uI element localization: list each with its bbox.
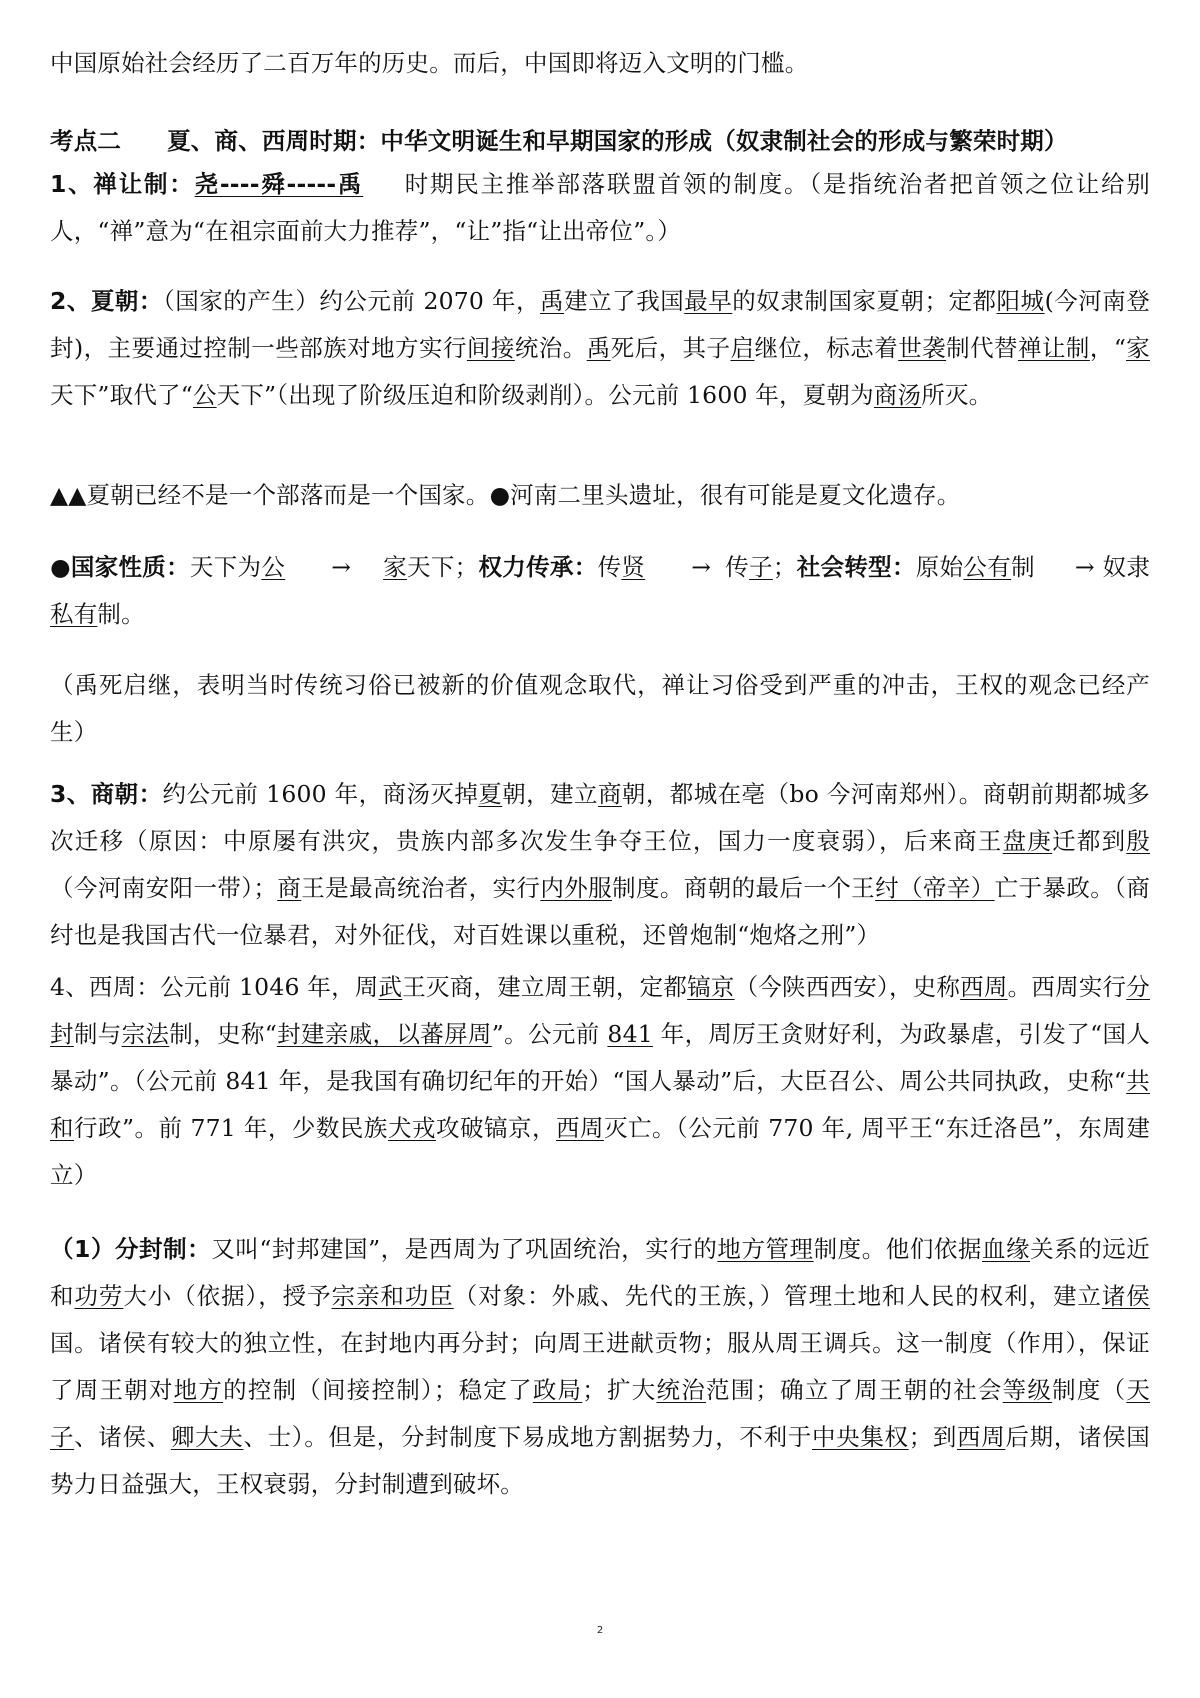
heading-title: 夏、商、西周时期：中华文明诞生和早期国家的形成（奴隶制社会的形成与繁荣时期） xyxy=(167,127,1068,155)
section-1-title: 禅让制： xyxy=(93,170,195,198)
section-4-title: 4、西周：公元前 1046 年，周 xyxy=(50,973,379,1001)
section-3-shang: 3、商朝：约公元前 1600 年，商汤灭掉夏朝，建立商朝，都城在亳（bo 今河南郑州）。商朝前期都城多次迁移（原因：中原屡有洪灾，贵族内部多次发生争夺王位，国力一度衰弱），后来商王盘庚迁都到殷（今河南安阳一带）；商王是最高统治者，实行内外服制度。商朝的最后一个王纣（帝辛）亡于暴政。（商纣也是我国古代一位暴君，对外征伐，对百姓课以重税，还曾炮制“炮烙之刑”） xyxy=(50,780,1151,949)
section-heading xyxy=(50,118,1150,165)
section-4-1-title: （1）分封制： xyxy=(50,1235,212,1263)
section-4-western-zhou: 4、西周：公元前 1046 年，周武王灭商，建立周王朝，定都镐京（今陕西西安），史称西周。西周实行分封制与宗法制，史称“封建亲戚，以蕃屏周”。公元前 841 年，周厉王贪财好利，为政暴虐，引发了“国人暴动”。（公元前 841 年，是我国有确切纪年的开始）“国人暴动”后，大臣召公、周公共同执政，史称“共和行政”。前 771 年，少数民族犬戎攻破镐京，西周灭亡。（公元前 770 年, 周平王“东迁洛邑”，东周建立） xyxy=(50,973,1151,1189)
heading-label: 考点二 xyxy=(50,127,122,155)
arrow-icon: → xyxy=(691,553,712,581)
section-4-1-fenfeng: （1）分封制：又叫“封邦建国”，是西周为了巩固统治，实行的地方管理制度。他们依据血缘关系的远近和功劳大小（依据），授予宗亲和功臣（对象：外戚、先代的王族，）管理土地和人民的权利，建立诸侯国。诸侯有较大的独立性，在封地内再分封；向周王进献贡物；服从周王调兵。这一制度（作用），保证了周王朝对地方的控制（间接控制）；稳定了政局；扩大统治范围；确立了周王朝的社会等级制度（天子、诸侯、卿大夫、士）。但是，分封制度下易成地方割据势力，不利于中央集权；到西周后期，诸侯国势力日益强大，王权衰弱，分封制遭到破坏。 xyxy=(50,1235,1151,1498)
state-nature-paragraph: ●国家性质：天下为公 → 家天下；权力传承：传贤 → 传子；社会转型：原始公有制 → 奴隶私有制。 xyxy=(50,553,1151,628)
section-3-title: 3、商朝： xyxy=(50,780,163,808)
shanrang-chain: 尧----舜-----禹 xyxy=(194,170,364,198)
note-yu-qi: （禹死启继，表明当时传统习俗已被新的价值观念取代，禅让习俗受到严重的冲击，王权的观念已经产生） xyxy=(50,671,1150,746)
arrow-icon: → xyxy=(1074,553,1095,581)
arrow-icon: → xyxy=(331,553,352,581)
intro-paragraph: 中国原始社会经历了二百万年的历史。而后，中国即将迈入文明的门槛。 xyxy=(50,49,809,77)
note-erlitou: ▲▲夏朝已经不是一个部落而是一个国家。●河南二里头遗址，很有可能是夏文化遗存。 xyxy=(50,481,961,509)
section-1-shanrang: 1、禅让制：尧----舜-----禹 时期民主推举部落联盟首领的制度。（是指统治者把首领之位让给别人，“禅”意为“在祖宗面前大力推荐”，“让”指“让出帝位”。） xyxy=(50,170,1150,245)
section-2-title: 2、夏朝： xyxy=(50,287,163,315)
page-number: 2 xyxy=(596,1625,604,1636)
section-2-xia: 2、夏朝：（国家的产生）约公元前 2070 年，禹建立了我国最早的奴隶制国家夏朝；定都阳城(今河南登封)，主要通过控制一些部族对地方实行间接统治。禹死后，其子启继位，标志着世袭制代替禅让制，“家天下”取代了“公天下”（出现了阶级压迫和阶级剥削）。公元前 1600 年，夏朝为商汤所灭。 xyxy=(50,287,1151,409)
